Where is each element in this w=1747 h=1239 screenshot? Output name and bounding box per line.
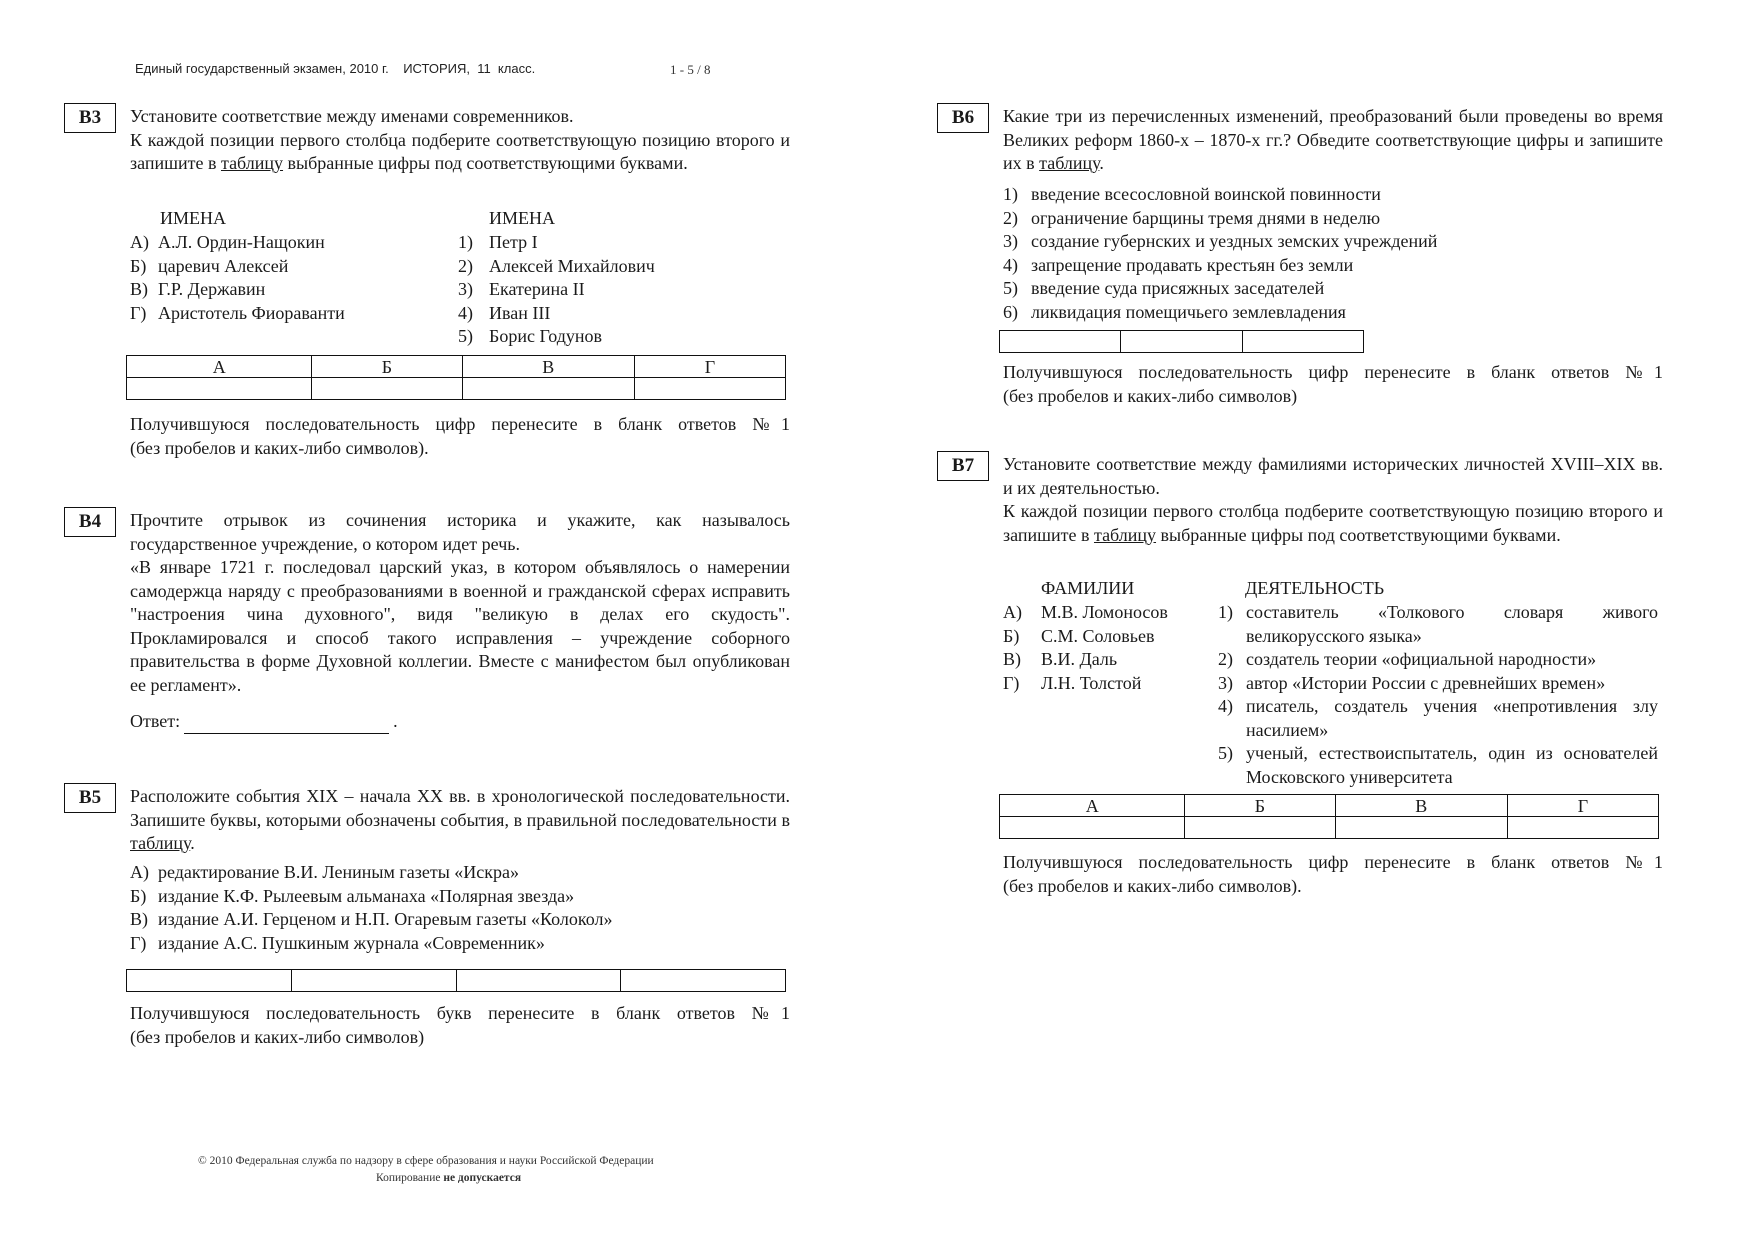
answer-cell[interactable] (1185, 817, 1335, 839)
b5-answer-table (126, 969, 786, 992)
page-number: 1 - 5 / 8 (670, 62, 711, 77)
page-header: Единый государственный экзамен, 2010 г. ИСТОРИЯ, 11 класс. (135, 61, 536, 76)
b3-instructions: К каждой позиции первого столбца подберите соответствующую позицию второго и запишите в таблицу выбранные цифры под соответствующими буквами. (130, 129, 790, 173)
b7-instructions: К каждой позиции первого столбца подберите соответствующую позицию второго и запишите в таблицу выбранные цифры под соответствующими буквами. (1003, 501, 1663, 545)
table-header: Г (1507, 795, 1658, 817)
b7-col2-list (1218, 601, 1658, 789)
footer-copy-notice: Копирование не допускается (376, 1172, 522, 1184)
b7-col1-header: ФАМИЛИИ (1041, 578, 1135, 598)
list-item: Г) Л.Н. Толстой (1003, 672, 1142, 693)
question-label-b3: В3 (64, 103, 116, 133)
b3-col2-list (458, 231, 758, 349)
b3-col1-header: ИМЕНА (160, 208, 226, 228)
table-header: Б (312, 356, 462, 378)
b6-note: Получившуюся последовательность цифр перенесите в бланк ответов №1 (без пробелов и каких-либо символов) (1003, 362, 1663, 406)
table-header: Б (1185, 795, 1335, 817)
b4-answer-label: Ответ: (130, 711, 181, 731)
b7-table-link: таблицу (1093, 524, 1157, 545)
list-item: 1) Петр I (458, 232, 538, 252)
b7-col2-header: ДЕЯТЕЛЬНОСТЬ (1245, 578, 1385, 598)
answer-cell[interactable] (1335, 817, 1507, 839)
list-item: 2) Алексей Михайлович (458, 255, 655, 276)
answer-cell[interactable] (1507, 817, 1658, 839)
question-label-b4: В4 (64, 507, 116, 537)
b3-answer-table (126, 355, 786, 400)
b4-answer-field[interactable] (184, 715, 389, 734)
b3-col1-list (130, 231, 430, 325)
list-item: 5) Борис Годунов (458, 326, 603, 346)
b7-answer-table (999, 794, 1659, 839)
footer-copyright: © 2010 Федеральная служба по надзору в сфере образования и науки Российской Федерации (198, 1155, 654, 1167)
list-item: В) издание А.И. Герценом и Н.П. Огаревым газеты «Колокол» (130, 909, 613, 929)
b4-text (130, 509, 790, 697)
table-header: А (127, 356, 312, 378)
b6-items (1003, 183, 1663, 324)
list-item: Б) С.М. Соловьев (1003, 625, 1155, 646)
answer-cell[interactable] (291, 970, 456, 992)
b4-intro: Прочтите отрывок из сочинения историка и укажите, как называлось государственное учреждение, о котором идет речь. (130, 510, 790, 554)
b5-text (130, 785, 790, 856)
list-item: Г) Аристотель Фиораванти (130, 302, 345, 323)
b5-table-link: таблицу (130, 833, 191, 853)
list-item: 3) создание губернских и уездных земских учреждений (1003, 231, 1438, 251)
answer-cell[interactable] (1000, 817, 1185, 839)
question-label-b7: В7 (937, 451, 989, 481)
b6-intro: Какие три из перечисленных изменений, преобразований были проведены во время Великих реформ 1860-х – 1870-х гг.? Обведите соответствующие цифры и запишите их в таблицу. (1003, 106, 1663, 173)
b7-col1-list (1003, 601, 1218, 695)
list-item: 2) ограничение барщины тремя днями в неделю (1003, 207, 1381, 228)
list-item: 4) писатель, создатель учения «непротивления злу насилием» (1218, 696, 1658, 740)
b6-answer-table (999, 330, 1364, 353)
table-header: А (1000, 795, 1185, 817)
list-item: 1) введение всесословной воинской повинности (1003, 184, 1381, 204)
list-item: Г) издание А.С. Пушкиным журнала «Современник» (130, 932, 545, 953)
b5-items (130, 861, 790, 955)
list-item: 1) составитель «Толкового словаря живого великорусского языка» (1218, 602, 1658, 646)
b7-note: Получившуюся последовательность цифр перенесите в бланк ответов №1 (без пробелов и каких-либо символов). (1003, 852, 1663, 896)
list-item: 4) запрещение продавать крестьян без земли (1003, 254, 1354, 275)
list-item: А) М.В. Ломоносов (1003, 602, 1168, 622)
answer-cell[interactable] (1121, 331, 1242, 353)
b3-text (130, 105, 790, 176)
answer-cell[interactable] (127, 970, 292, 992)
question-label-b5: В5 (64, 783, 116, 813)
list-item: 2) создатель теории «официальной народности» (1218, 649, 1597, 669)
b6-table-link: таблицу (1039, 153, 1100, 173)
b7-text (1003, 453, 1663, 547)
answer-cell[interactable] (634, 378, 785, 400)
list-item: 3) автор «Истории России с древнейших времен» (1218, 672, 1606, 693)
list-item: 5) ученый, естествоиспытатель, один из основателей Московского университета (1218, 743, 1658, 787)
answer-cell[interactable] (127, 378, 312, 400)
table-header: В (1335, 795, 1507, 817)
list-item: В) В.И. Даль (1003, 649, 1118, 669)
answer-cell[interactable] (462, 378, 634, 400)
b3-col2-header: ИМЕНА (489, 208, 555, 228)
b4-quote: «В январе 1721 г. последовал царский указ, в котором объявлялось о намерении самодержца наряду с преобразованиями в военной и гражданской сферах исправить "настроения чина духовного", видя "великую в делах его скудость". Прокламировался и способ такого исправления – учреждение соборного правительства в форме Духовной коллегии. Вместе с манифестом был опубликован ее регламент». (130, 557, 790, 695)
list-item: 3) Екатерина II (458, 279, 585, 299)
b3-intro: Установите соответствие между именами современников. (130, 106, 574, 126)
list-item: А) А.Л. Ордин-Нащокин (130, 232, 325, 252)
answer-cell[interactable] (621, 970, 786, 992)
list-item: 5) введение суда присяжных заседателей (1003, 278, 1325, 298)
b5-note: Получившуюся последовательность букв перенесите в бланк ответов №1 (без пробелов и каких-либо символов) (130, 1003, 790, 1047)
list-item: В) Г.Р. Державин (130, 279, 266, 299)
question-label-b6: В6 (937, 103, 989, 133)
table-header: Г (634, 356, 785, 378)
table-header: В (462, 356, 634, 378)
b3-table-link: таблицу (220, 153, 284, 173)
answer-cell[interactable] (456, 970, 621, 992)
list-item: 4) Иван III (458, 302, 551, 323)
b4-answer-row: Ответ: . (130, 710, 398, 734)
list-item: Б) царевич Алексей (130, 255, 289, 276)
answer-cell[interactable] (1242, 331, 1363, 353)
answer-cell[interactable] (312, 378, 462, 400)
b3-note: Получившуюся последовательность цифр перенесите в бланк ответов №1 (без пробелов и каких-либо символов). (130, 414, 790, 458)
list-item: А) редактирование В.И. Лениным газеты «Искра» (130, 862, 520, 882)
b6-text (1003, 105, 1663, 176)
answer-cell[interactable] (1000, 331, 1121, 353)
b7-intro: Установите соответствие между фамилиями исторических личностей XVIII–XIX вв. и их деятельностью. (1003, 454, 1663, 498)
list-item: Б) издание К.Ф. Рылеевым альманаха «Полярная звезда» (130, 885, 575, 906)
b5-intro: Расположите события XIX – начала XX вв. в хронологической последовательности. Запишите буквы, которыми обозначены события, в правильной последовательности в таблицу. (130, 786, 790, 853)
list-item: 6) ликвидация помещичьего землевладения (1003, 301, 1346, 322)
